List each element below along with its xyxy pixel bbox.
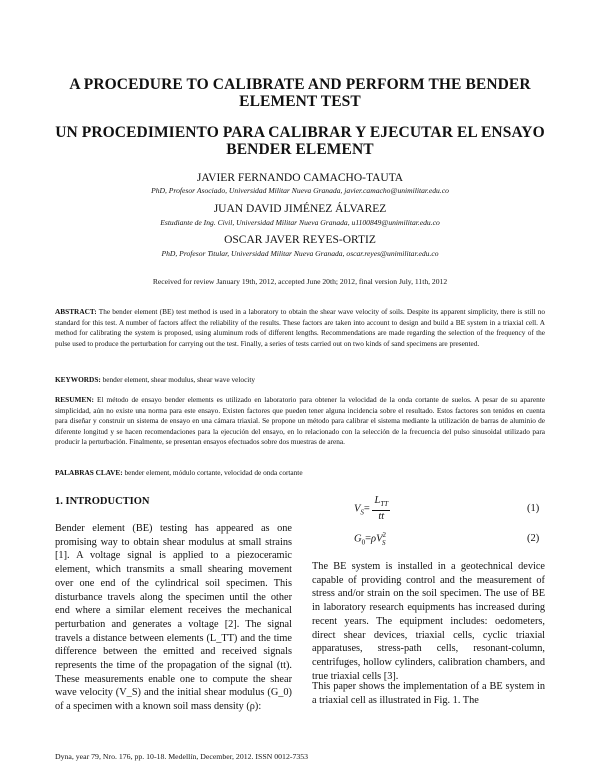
author-name: OSCAR JAVER REYES-ORTIZ — [224, 234, 376, 246]
palabras-clave — [55, 468, 545, 479]
keywords — [55, 375, 545, 386]
intro-right-paragraph-1: The BE system is installed in a geotechnical device capable of providing control and the measurement of stress and/or strain on the soil specimen. The use of BE in laboratory research equipments has increased during recent years. The equipment includes: oedometers, direct shear devices, triaxial cells, cyclic triaxial apparatuses, stress-path cells, resonant-column, centrifuges, hollow cylinders, calibration chambers, and true triaxial cells [3]. — [312, 561, 545, 682]
title-spanish: UN PROCEDIMIENTO PARA CALIBRAR Y EJECUTAR EL ENSAYO BENDER ELEMENT — [55, 124, 545, 158]
resumen-text: El método de ensayo bender elements es utilizado en laboratorio para obtener la velocidad de la onda cortante de suelos. A pesar de su aparente simplicidad, aún no existe una norma para este ensayo. Existen factores que pueden tener alguna incidencia sobre el resultado. Estos factores son tenidos en cuenta para diseñar y construir un sistema de ensayo en una cámara triaxial. Se propone un método para calibrar el sistema mediante la utilización de barras de aluminio de diferente longitud y se hacen recomendaciones para la ejecución del ensayo, en lo relacionado con la selección de la frecuencia del pulso sinusoidal utilizado para producir la perturbación. Finalmente, se presentan ensayos efectuados sobre dos muestras de arena. — [55, 395, 545, 446]
equation-1: $V_S=$ $\frac{L_{TT}}{tt}$ — [354, 495, 389, 523]
abstract-label: ABSTRACT: — [55, 307, 97, 316]
eq1-lhs-sub: S — [360, 508, 364, 517]
author-affiliation: PhD, Profesor Asociado, Universidad Militar Nueva Granada, javier.camacho@unimilitar.edu.co — [151, 186, 449, 195]
abstract — [55, 307, 545, 349]
title-english: A PROCEDURE TO CALIBRATE AND PERFORM THE BENDER ELEMENT TEST — [69, 76, 531, 110]
author-affiliation: Estudiante de Ing. Civil, Universidad Militar Nueva Granada, u1100849@unimilitar.edu.co — [160, 218, 440, 227]
eq1-lhs: V — [354, 503, 361, 515]
author-affiliation: PhD, Profesor Titular, Universidad Militar Nueva Granada, oscar.reyes@unimilitar.edu.co — [161, 249, 439, 258]
section-heading: 1. INTRODUCTION — [55, 496, 150, 507]
abstract-text: The bender element (BE) test method is used in a laboratory to obtain the shear wave velocity of soils. Despite its apparent simplicity, there is still no standard for this test. A number of factors affect the reliability of the results. These factors are taken into account to design and build a BE system in a triaxial cell. A method for calibrating the system is proposed, using aluminum rods of different lengths. Recommendations are made regarding the selection of the frequency of the pulse used to produce the perturbation for carrying out the test. Finally, a series of tests carried out on two kinds of sand specimens are presented. — [55, 307, 545, 348]
equation-2: $G_0=\rho V^2_S$ — [354, 531, 386, 547]
intro-right-paragraph-2: This paper shows the implementation of a BE system in a triaxial cell as illustrated in Fig. 1. The — [312, 681, 545, 706]
equation-1-label: (1) — [527, 503, 540, 514]
equation-2-label: (2) — [527, 533, 540, 544]
author-name: JUAN DAVID JIMÉNEZ ÁLVAREZ — [213, 203, 387, 215]
page-footer: Dyna, year 79, Nro. 176, pp. 10-18. Medellín, December, 2012. ISSN 0012-7353 — [55, 752, 309, 761]
palabras-label: PALABRAS CLAVE: — [55, 468, 123, 477]
eq1-numerator-sub: TT — [380, 500, 389, 509]
intro-left-column: Bender element (BE) testing has appeared as one promising way to obtain shear modulus at small strains [1]. A voltage signal is applied to a piezoceramic element, which transmits a small shearing movement over one end of the cylindrical soil specimen. This disturbance travels along the specimen until the other end where a similar element receives the mechanical perturbation and generates a voltage [2]. The signal travels a distance between elements (L_TT) and the time difference between the emitted and received signals represents the time of the propagation of the signal (tt). These measurements enable one to compute the shear wave velocity (V_S) and the initial shear modulus (G_0) of a specimen with a known soil mass density (ρ): — [55, 523, 292, 713]
keywords-label: KEYWORDS: — [55, 375, 101, 384]
received-dates: Received for review January 19th, 2012, accepted June 20th; 2012, final version July, 11th, 2012 — [152, 277, 448, 286]
eq1-numerator: L — [374, 495, 381, 506]
palabras-text: bender element, módulo cortante, velocidad de onda cortante — [124, 468, 303, 477]
eq2-lhs: G — [354, 533, 362, 545]
eq1-denominator: tt — [378, 511, 385, 523]
resumen — [55, 395, 545, 448]
author-name: JAVIER FERNANDO CAMACHO-TAUTA — [196, 172, 404, 184]
keywords-text: bender element, shear modulus, shear wave velocity — [102, 375, 256, 384]
resumen-label: RESUMEN: — [55, 395, 94, 404]
eq1-fraction — [372, 495, 390, 523]
